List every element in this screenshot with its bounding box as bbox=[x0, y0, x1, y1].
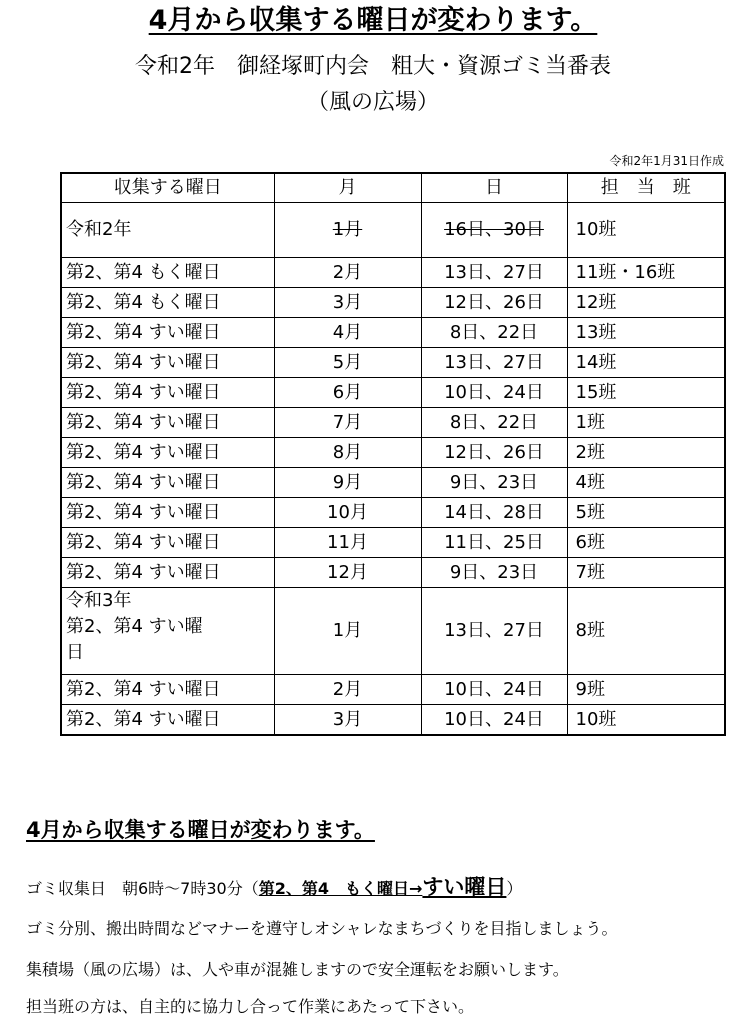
cell-group: 8班 bbox=[567, 588, 725, 675]
table-row bbox=[61, 588, 725, 675]
cell-group: 10班 bbox=[567, 705, 725, 736]
column-header-group: 担 当 班 bbox=[567, 173, 725, 203]
notice-manners: ゴミ分別、搬出時間などマナーを遵守しオシャレなまちづくりを目指しましょう。 bbox=[26, 919, 618, 938]
cell-day: 第2、第4 すい曜日 bbox=[61, 468, 274, 498]
cell-month: 4月 bbox=[274, 318, 421, 348]
cell-month bbox=[274, 203, 421, 258]
cell-group: 1班 bbox=[567, 408, 725, 438]
cell-day: 第2、第4 すい曜日 bbox=[61, 318, 274, 348]
cell-dates: 12日、26日 bbox=[421, 438, 567, 468]
notice-collection-suffix: ） bbox=[506, 879, 523, 898]
table-row bbox=[61, 438, 725, 468]
table-header-row bbox=[61, 173, 725, 203]
cell-day: 第2、第4 すい曜日 bbox=[61, 675, 274, 705]
cell-month: 10月 bbox=[274, 498, 421, 528]
cell-dates: 14日、28日 bbox=[421, 498, 567, 528]
column-header-date: 日 bbox=[421, 173, 567, 203]
cell-group: 5班 bbox=[567, 498, 725, 528]
notice-collection-time bbox=[26, 876, 522, 900]
table-row bbox=[61, 468, 725, 498]
cell-group: 14班 bbox=[567, 348, 725, 378]
notice-new-day: すい曜日 bbox=[422, 875, 507, 899]
table-row bbox=[61, 378, 725, 408]
cell-dates: 13日、27日 bbox=[421, 258, 567, 288]
cell-month: 8月 bbox=[274, 438, 421, 468]
cell-day: 第2、第4 すい曜日 bbox=[61, 558, 274, 588]
cell-dates-struck: 16日、30日 bbox=[444, 219, 544, 240]
table-row bbox=[61, 498, 725, 528]
schedule-table bbox=[60, 172, 726, 736]
cell-group: 2班 bbox=[567, 438, 725, 468]
cell-month-struck: 1月 bbox=[332, 219, 363, 240]
cell-dates: 8日、22日 bbox=[421, 318, 567, 348]
cell-month: 3月 bbox=[274, 288, 421, 318]
cell-day: 第2、第4 もく曜日 bbox=[61, 288, 274, 318]
notice-title: 4月から収集する曜日が変わります。 bbox=[26, 818, 375, 842]
cell-group: 11班・16班 bbox=[567, 258, 725, 288]
cell-group: 4班 bbox=[567, 468, 725, 498]
cell-month: 11月 bbox=[274, 528, 421, 558]
cell-month: 7月 bbox=[274, 408, 421, 438]
created-date: 令和2年1月31日作成 bbox=[609, 154, 724, 168]
cell-month: 9月 bbox=[274, 468, 421, 498]
cell-group: 13班 bbox=[567, 318, 725, 348]
cell-group: 10班 bbox=[567, 203, 725, 258]
cell-day: 第2、第4 すい曜日 bbox=[61, 498, 274, 528]
cell-dates bbox=[421, 203, 567, 258]
notice-collection-prefix: ゴミ収集日 朝6時～7時30分（ bbox=[26, 879, 259, 898]
table-row bbox=[61, 203, 725, 258]
table-row bbox=[61, 528, 725, 558]
cell-group: 6班 bbox=[567, 528, 725, 558]
cell-dates: 10日、24日 bbox=[421, 378, 567, 408]
cell-dates: 10日、24日 bbox=[421, 675, 567, 705]
table-row bbox=[61, 258, 725, 288]
table-row bbox=[61, 675, 725, 705]
cell-dates: 11日、25日 bbox=[421, 528, 567, 558]
notice-cooperation: 担当班の方は、自主的に協力し合って作業にあたって下さい。 bbox=[26, 997, 475, 1016]
cell-month: 5月 bbox=[274, 348, 421, 378]
cell-day: 第2、第4 すい曜日 bbox=[61, 408, 274, 438]
cell-day: 第2、第4 すい曜日 bbox=[61, 348, 274, 378]
page-place: （風の広場） bbox=[306, 90, 439, 115]
cell-dates: 13日、27日 bbox=[421, 348, 567, 378]
cell-day-line: 第2、第4 すい曜 bbox=[66, 616, 203, 637]
cell-day-line: 令和3年 bbox=[66, 590, 132, 611]
cell-day bbox=[61, 588, 274, 675]
table-row bbox=[61, 318, 725, 348]
table-row bbox=[61, 288, 725, 318]
cell-month: 2月 bbox=[274, 258, 421, 288]
cell-day: 第2、第4 すい曜日 bbox=[61, 378, 274, 408]
cell-dates: 12日、26日 bbox=[421, 288, 567, 318]
cell-day: 第2、第4 すい曜日 bbox=[61, 705, 274, 736]
cell-group: 12班 bbox=[567, 288, 725, 318]
page-title-text: 4月から収集する曜日が変わります。 bbox=[148, 5, 598, 36]
cell-dates: 9日、23日 bbox=[421, 558, 567, 588]
page-title bbox=[0, 4, 746, 38]
cell-group: 7班 bbox=[567, 558, 725, 588]
cell-day: 第2、第4 もく曜日 bbox=[61, 258, 274, 288]
cell-group: 15班 bbox=[567, 378, 725, 408]
cell-dates: 10日、24日 bbox=[421, 705, 567, 736]
cell-month: 3月 bbox=[274, 705, 421, 736]
notice-old-day: 第2、第4 もく曜日→ bbox=[258, 879, 423, 898]
cell-month: 1月 bbox=[274, 588, 421, 675]
column-header-day: 収集する曜日 bbox=[61, 173, 274, 203]
cell-group: 9班 bbox=[567, 675, 725, 705]
cell-day: 第2、第4 すい曜日 bbox=[61, 528, 274, 558]
cell-day: 第2、第4 すい曜日 bbox=[61, 438, 274, 468]
table-row bbox=[61, 705, 725, 736]
page-subtitle: 令和2年 御経塚町内会 粗大・資源ゴミ当番表 bbox=[135, 54, 611, 79]
cell-dates: 8日、22日 bbox=[421, 408, 567, 438]
cell-month: 6月 bbox=[274, 378, 421, 408]
cell-month: 2月 bbox=[274, 675, 421, 705]
cell-day: 令和2年 bbox=[61, 203, 274, 258]
cell-day-line: 日 bbox=[66, 642, 84, 663]
cell-month: 12月 bbox=[274, 558, 421, 588]
table-row bbox=[61, 348, 725, 378]
column-header-month: 月 bbox=[274, 173, 421, 203]
table-row bbox=[61, 408, 725, 438]
notice-safety: 集積場（風の広場）は、人や車が混雑しますので安全運転をお願いします。 bbox=[26, 960, 569, 979]
table-row bbox=[61, 558, 725, 588]
cell-dates: 13日、27日 bbox=[421, 588, 567, 675]
cell-dates: 9日、23日 bbox=[421, 468, 567, 498]
